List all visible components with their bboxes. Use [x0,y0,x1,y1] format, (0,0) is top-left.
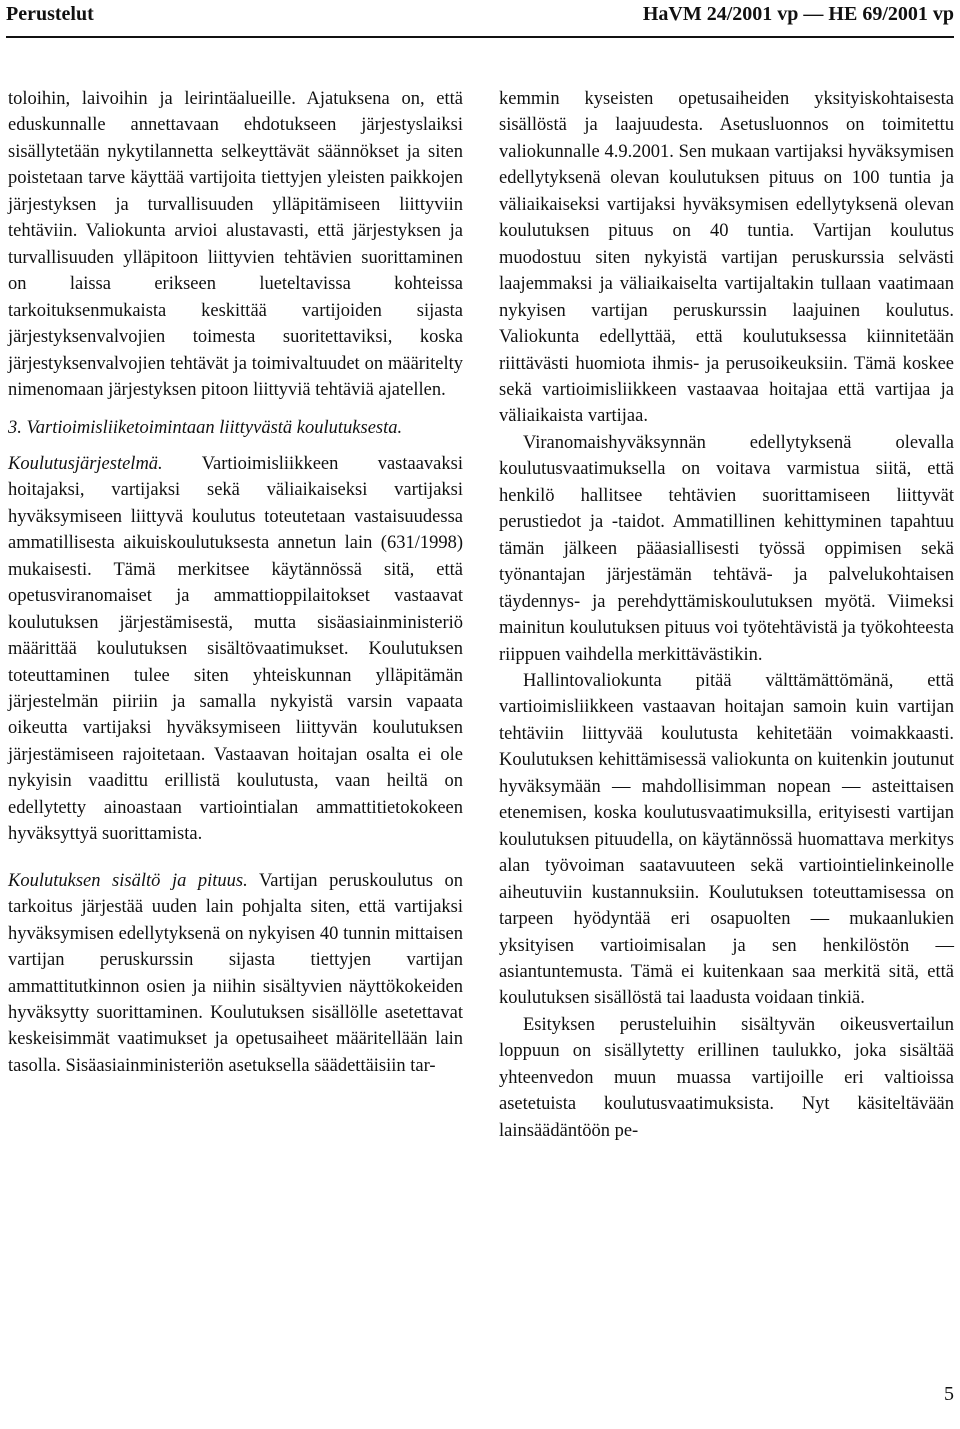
right-column [499,86,954,1144]
left-paragraph-3 [8,868,463,1080]
paragraph-body-sisalto: Vartijan peruskoulutus on tarkoitus järjestää uuden lain pohjalta siten, että vartijaksi hyväksymisen edellytyksenä on nykyisen 40 tunnin mittaisen vartijan peruskurssin sijasta tiettyjen vartijan ammattitutkinnon osien ja niihin sisältyvien näyttökokeiden hyväksytty suorittaminen. Koulutuksen sisällölle asetettavat keskeisimmät vaatimukset ja opetusaiheet määritellään lain tasolla. Sisäasiainministeriön asetuksella säädettäisiin tar- [8,870,463,1076]
left-column [8,86,463,1079]
paragraph-lead-koulutusjarjestelma: Koulutusjärjestelmä. [8,453,163,474]
right-paragraph-4: Esityksen perusteluihin sisältyvän oikeusvertailun loppuun on sisällytetty erillinen taulukko, joka sisältää yhteenvedon muun muassa vartijoille eri valtioissa asetetuista koulutusvaatimuksista. Nyt käsiteltävään lainsäädäntöön pe- [499,1014,954,1141]
paragraph-lead-sisalto: Koulutuksen sisältö ja pituus. [8,870,248,891]
header-rule [6,36,954,38]
header-document-id: HaVM 24/2001 vp — HE 69/2001 vp [642,3,954,25]
page-number: 5 [944,1383,954,1405]
left-paragraph-2 [8,451,463,848]
paragraph-body-koulutusjarjestelma: Vartioimisliikkeen vastaavaksi hoitajaksi, vartijaksi sekä väliaikaiseksi vartijaksi hyväksymiseen liittyvä koulutus toteutetaan vastaisuudessa ammatillisesta aikuiskoulutuksesta annetun lain (631/1998) mukaisesti. Tämä merkitsee käytännössä sitä, että opetusviranomaiset ja ammattioppilaitokset vastaavat koulutuksen järjestämisestä, mutta sisäasiainministeriö määrittää koulutuksen sisältövaatimukset. Koulutuksen toteuttaminen tulee siten yhteiskunnan ylläpitämän järjestelmän piiriin ja samalla nykyistä varsin vapaata oikeutta vartijaksi hyväksymiseen liittyvän koulutuksen järjestämiseen rajoitetaan. Vastaavan hoitajan osalta ei ole nykyisin vaadittu erillistä koulutusta, vaan heiltä on edellytetty ainoastaan vartiointialan ammattitietokokeen hyväksyttyä suorittamista. [8,453,463,845]
right-paragraph-2: Viranomaishyväksynnän edellytyksenä olevalla koulutusvaatimuksella on voitava varmistua siitä, että henkilö hallitsee tehtävien suorittamiseen liittyvät perustiedot ja -taidot. Ammatillinen kehittyminen tapahtuu tämän jälkeen pääasiallisesti työssä oppimisen sekä työnantajan järjestämän tehtävä- ja palvelukohtaisen täydennys- ja perehdyttämiskoulutuksen myötä. Viimeksi mainitun koulutuksen pituus voi työtehtävistä ja työkohteesta riippuen vaihdella merkittävästikin. [499,432,954,665]
right-paragraph-1: kemmin kyseisten opetusaiheiden yksityiskohtaisesta sisällöstä ja laajuudesta. Asetusluonnos on toimitettu valiokunnalle 4.9.2001. Sen mukaan vartijaksi hyväksymisen edellytyksenä olevan koulutuksen pituus on 100 tuntia ja väliaikaiseksi vartijaksi hyväksymisen edellytyksenä olevan koulutuksen pituus on 40 tuntia. Vartijan koulutus muodostuu siten nykyistä vartijan peruskurssia selvästi laajemmaksi ja väliaikaiselta vartijaltakin tullaan vaatimaan nykyisen vartijan peruskurssin laajuinen koulutus. Valiokunta edellyttää, että koulutuksessa kiinnitetään riittävästi huomiota ihmis- ja perusoikeuksiin. Tämä koskee sekä vartioimisliikkeen vastaavaa hoitajaa että vartijaa ja väliaikaista vartijaa. [499,89,954,427]
section-heading: 3. Vartioimisliiketoimintaan liittyvästä koulutuksesta. [8,418,403,439]
page-header [0,0,960,40]
header-section-title: Perustelut [6,3,94,25]
right-paragraph-3: Hallintovaliokunta pitää välttämättömänä, että vartioimisliikkeen vastaavan hoitajan samoin kuin vartijan tehtäviin liittyvää koulutusta kehitetään voimakkaasti. Koulutuksen kehittämisessä valiokunta on kuitenkin joutunut hyväksymään — mahdollisimman nopean — asteittaisen etenemisen, koska koulutusvaatimuksilla, erityisesti vartijan koulutuksen pituudella, on käytännössä huomattava merkitys alan työvoiman saatavuuteen sekä vartiointielinkeinolle aiheutuviin kustannuksiin. Koulutuksen toteuttamisessa on tarpeen hyödyntää eri osapuolten — mukaanlukien yksityisen vartioimisalan ja sen henkilöstön — asiantuntemusta. Tämä ei kuitenkaan saa merkitä sitä, että koulutuksen sisällöstä tai laadusta voidaan tinkiä. [499,670,954,1009]
left-paragraph-1: toloihin, laivoihin ja leirintäalueille. Ajatuksena on, että eduskunnalle annettavaan ehdotukseen järjestyslaiksi sisällytetään nykytilannetta selkeyttävät säännökset ja siten poistetaan tarve käyttää vartijoita tiettyjen yleisten paikkojen järjestyksen ja turvallisuuden ylläpitämiseen liittyviin tehtäviin. Valiokunta arvioi alustavasti, että järjestyksen ja turvallisuuden ylläpitoon liittyvien tehtävien suorittaminen on laissa erikseen lueteltavissa kohteissa tarkoituksenmukaista keskittää vartijoiden sijasta järjestyksenvalvojien toimesta suoritettaviksi, koska järjestyksenvalvojien tehtävät ja toimivaltuudet on määritelty nimenomaan järjestyksen pitoon liittyviä tehtäviä ajatellen. [8,89,463,400]
